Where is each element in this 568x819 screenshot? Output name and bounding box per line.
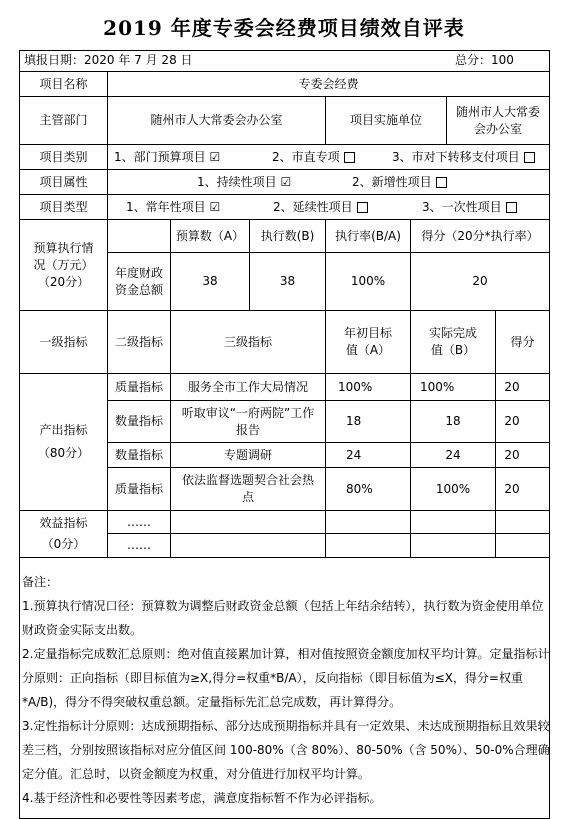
checkbox-unchecked-icon[interactable]	[436, 177, 447, 188]
total-score: 总分：100	[455, 53, 514, 67]
checkbox-unchecked-icon[interactable]	[344, 152, 355, 163]
table-row-2-level3: 听取审议“一府两院”工作报告	[181, 405, 315, 437]
notes-title: 备注：	[22, 575, 59, 589]
category-opt1: 1、部门预算项目 ☑	[114, 149, 221, 164]
checkbox-unchecked-icon[interactable]	[524, 152, 535, 163]
table-row-1-level3: 服务全市工作大局情况	[187, 379, 308, 394]
table-row-3-target: 24	[346, 447, 362, 462]
table-row-3-actual: 24	[445, 447, 461, 462]
table-row-4-level3: 依法监督选题契合社会热点	[181, 473, 314, 504]
dept-label: 主管部门	[39, 113, 88, 127]
project-name-label: 项目名称	[39, 76, 88, 91]
table-row-1-level2: 质量指标	[114, 379, 163, 394]
table-row-2-score: 20	[504, 414, 520, 428]
checkbox-unchecked-icon[interactable]	[357, 202, 368, 213]
type-opt2: 2、延续性项目	[273, 199, 353, 214]
benefit-score: （0分）	[41, 537, 86, 551]
fill-date: 填报日期：2020 年 7 月 28 日	[24, 53, 193, 67]
checkbox-unchecked-icon[interactable]	[506, 202, 517, 213]
table-row-4-target: 80%	[346, 481, 373, 496]
rate-value: 100%	[350, 274, 386, 288]
project-name-value: 专委会经费	[298, 76, 359, 91]
table-row-3-level3: 专题调研	[223, 447, 272, 462]
level3-header: 三级指标	[223, 334, 272, 349]
level1-header: 一级指标	[39, 334, 88, 349]
notes-section	[22, 570, 550, 810]
table-row-1-score: 20	[504, 379, 520, 394]
attribute-label: 项目属性	[39, 174, 88, 189]
target-header: 年初目标值（A）	[343, 326, 392, 357]
col-rate: 执行率(B/A)	[335, 228, 401, 243]
col-exec: 执行数(B)	[260, 228, 315, 243]
table-row-2-level2: 数量指标	[114, 414, 163, 428]
budget-value: 38	[202, 274, 218, 288]
actual-header: 实际完成值（B）	[428, 326, 477, 357]
attribute-opt2: 2、新增性项目	[352, 174, 432, 189]
col-budget: 预算数（A）	[175, 228, 245, 243]
level2-header: 二级指标	[114, 334, 163, 349]
budget-label: 预算执行情况（万元）（20分）	[33, 240, 94, 289]
impl-value: 随州市人大常委会办公室	[455, 104, 540, 136]
type-opt1: 1、常年性项目 ☑	[126, 199, 221, 214]
note-1: 1.预算执行情况口径：预算数为调整后财政资金总额（包括上年结余结转），执行数为资金使用单位财政资金实际支出数。	[22, 599, 544, 637]
table-row-1-actual: 100%	[420, 379, 455, 394]
category-label: 项目类别	[39, 149, 88, 164]
table-row-4-actual: 100%	[435, 481, 471, 496]
note-3: 3.定性指标计分原则：达成预期指标、部分达成预期指标并具有一定效果、未达成预期指标且效果较差三档，分别按照该指标对应分值区间 100-80%（含 80%）、80-50%（含 50%）、50-0%合理确定分值。汇总时，以资金额度为权重，对分值进行加权平均计算。	[22, 719, 550, 781]
benefit-label-cell	[20, 511, 107, 557]
table-row-3-level2: 数量指标	[114, 447, 163, 462]
attribute-opt1: 1、持续性项目 ☑	[197, 174, 292, 189]
note-2: 2.定量指标完成数汇总原则：绝对值直接累加计算，相对值按照资金额度加权平均计算。定量指标计分原则：正向指标（即目标值为≥X,得分=权重*B/A），反向指标（即目标值为≤X，得分=权重*A/B)，得分不得突破权重总额。定量指标先汇总完成数，再计算得分。	[22, 647, 550, 709]
table-row-4-level2: 质量指标	[114, 481, 163, 496]
impl-label: 项目实施单位	[349, 113, 422, 127]
page-title: 2019 年度专委会经费项目绩效自评表	[103, 16, 465, 40]
table-row-2-actual: 18	[445, 414, 461, 428]
output-label-cell	[20, 374, 107, 510]
table-row-3-score: 20	[504, 447, 520, 462]
benefit-placeholder-1: ……	[127, 514, 151, 529]
category-opt3: 3、市对下转移支付项目	[392, 149, 520, 164]
type-label: 项目类型	[39, 199, 88, 214]
output-score: （80分）	[37, 446, 90, 460]
table-row-1-target: 100%	[338, 379, 373, 394]
table-row-2-target: 18	[346, 414, 362, 428]
category-opt2: 2、市直专项	[272, 149, 340, 164]
budget-score-value: 20	[472, 274, 488, 288]
benefit-label: 效益指标	[39, 516, 88, 530]
note-4: 4.基于经济性和必要性等因素考虑，满意度指标暂不作为必评指标。	[22, 791, 382, 805]
benefit-placeholder-2: ……	[127, 538, 151, 552]
exec-value: 38	[279, 274, 296, 288]
table-row-4-score: 20	[504, 481, 520, 496]
type-opt3: 3、一次性项目	[422, 199, 502, 214]
dept-value: 随州市人大常委会办公室	[150, 113, 283, 127]
score-header: 得分	[510, 334, 535, 349]
budget-row-label: 年度财政资金总额	[114, 265, 163, 297]
output-label: 产出指标	[39, 423, 88, 437]
col-score: 得分（20分*执行率）	[421, 228, 539, 243]
